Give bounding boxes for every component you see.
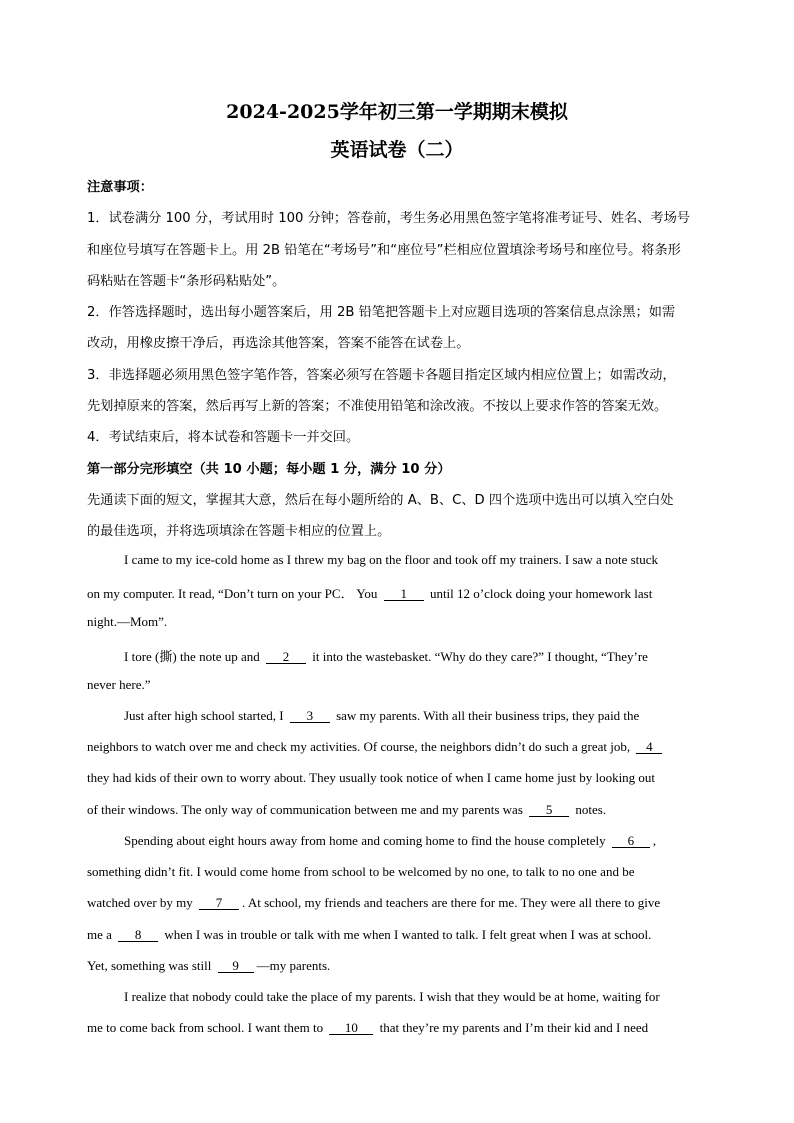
blank-9: 9	[218, 959, 254, 973]
notice-line: 和座位号填写在答题卡上。用 2B 铅笔在“考场号”和“座位号”栏相应位置填涂考场号和座位号。将条形	[87, 243, 681, 258]
blank-10: 10	[329, 1021, 373, 1035]
blank-2: 2	[266, 650, 306, 664]
instruction-line: 先通读下面的短文，掌握其大意，然后在每小题所给的 A、B、C、D 四个选项中选出可以填入空白处	[87, 493, 674, 508]
passage-line: I realize that nobody could take the place of my parents. I wish that they would be at home, waiting for	[124, 989, 660, 1004]
passage-line	[87, 895, 660, 911]
notice-line: 1．试卷满分 100 分，考试用时 100 分钟；答卷前，考生务必用黑色签字笔将准考证号、姓名、考场号	[87, 211, 690, 226]
passage-text: neighbors to watch over me and check my activities. Of course, the neighbors didn’t do such a great job,	[87, 739, 631, 754]
passage-line: something didn’t fit. I would come home from school to be welcomed by no one, to talk to no one and be	[87, 864, 635, 879]
passage-text: me to come back from school. I want them to	[87, 1020, 324, 1035]
notice-line: 改动，用橡皮擦干净后，再选涂其他答案，答案不能答在试卷上。	[87, 336, 470, 351]
notice-line: 2．作答选择题时，选出每小题答案后，用 2B 铅笔把答题卡上对应题目选项的答案信息点涂黑；如需	[87, 305, 676, 320]
passage-text: saw my parents. With all their business trips, they paid the	[336, 708, 640, 723]
passage-line	[87, 802, 606, 818]
page-subtitle: 英语试卷（二）	[330, 139, 464, 161]
section-heading: 第一部分完形填空（共 10 小题；每小题 1 分，满分 10 分）	[87, 462, 451, 477]
passage-line: I came to my ice-cold home as I threw my bag on the floor and took off my trainers. I saw a note stuck	[124, 552, 659, 567]
passage-text: it into the wastebasket. “Why do they care?” I thought, “They’re	[312, 649, 648, 664]
passage-text: watched over by my	[87, 895, 193, 910]
blank-5: 5	[529, 803, 569, 817]
passage-text: —my parents.	[256, 958, 331, 973]
passage-text: that they’re my parents and I’m their kid and I need	[379, 1020, 649, 1035]
passage-text: me a	[87, 927, 112, 942]
passage-text: when I was in trouble or talk with me when I wanted to talk. I felt great when I was at school.	[164, 927, 652, 942]
blank-1: 1	[384, 587, 424, 601]
passage-text: Yet, something was still	[87, 958, 212, 973]
passage-text: I tore (撕) the note up and	[124, 649, 260, 664]
blank-4: 4	[636, 740, 662, 754]
passage-text: ,	[652, 833, 657, 848]
blank-3: 3	[290, 709, 330, 723]
passage-text: Just after high school started, I	[124, 708, 284, 723]
passage-line	[124, 833, 656, 849]
notice-line: 4．考试结束后，将本试卷和答题卡一并交回。	[87, 430, 360, 445]
passage-text: notes.	[575, 802, 607, 817]
blank-6: 6	[612, 834, 650, 848]
notice-heading: 注意事项：	[87, 180, 153, 195]
blank-8: 8	[118, 928, 158, 942]
passage-text: until 12 o’clock doing your homework last	[429, 586, 653, 601]
passage-text: of their windows. The only way of communication between me and my parents was	[87, 802, 523, 817]
notice-line: 先划掉原来的答案，然后再写上新的答案；不准使用铅笔和涂改液。不按以上要求作答的答案无效。	[87, 399, 668, 414]
passage-line: night.—Mom”.	[87, 614, 168, 629]
passage-line	[87, 958, 330, 974]
instruction-line: 的最佳选项，并将选项填涂在答题卡相应的位置上。	[87, 524, 391, 539]
passage-line	[87, 927, 651, 943]
notice-line: 3．非选择题必须用黑色签字笔作答，答案必须写在答题卡各题目指定区域内相应位置上；如需改动，	[87, 368, 676, 383]
passage-text: Spending about eight hours away from home and coming home to find the house completely	[124, 833, 606, 848]
passage-line	[87, 583, 652, 602]
passage-line	[87, 739, 665, 755]
passage-text: . At school, my friends and teachers are there for me. They were all there to give	[242, 895, 661, 910]
passage-line	[124, 708, 639, 724]
notice-line: 码粘贴在答题卡“条形码粘贴处”。	[87, 274, 286, 289]
blank-7: 7	[199, 896, 239, 910]
page-title: 2024-2025学年初三第一学期期末模拟	[226, 101, 568, 123]
passage-text: on my computer. It read, “Don’t turn on your PC． You	[87, 586, 378, 601]
passage-line	[124, 646, 648, 665]
passage-line: they had kids of their own to worry about. They usually took notice of when I came home just by looking out	[87, 770, 656, 785]
passage-line	[87, 1020, 648, 1036]
passage-line: never here.”	[87, 677, 151, 692]
